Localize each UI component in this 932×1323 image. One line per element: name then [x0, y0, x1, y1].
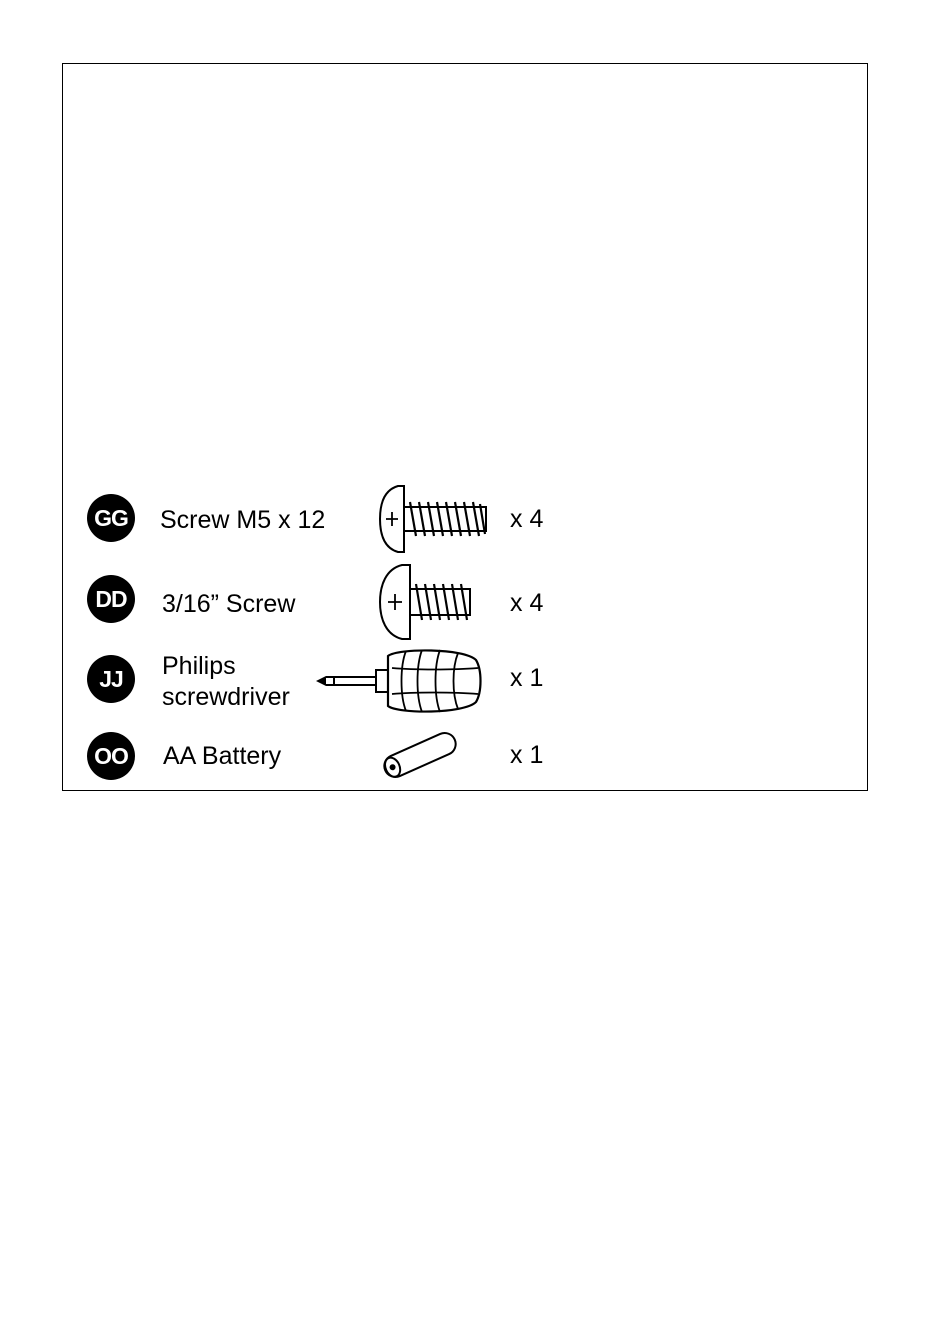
part-code-badge: OO	[87, 732, 135, 780]
part-code-badge: GG	[87, 494, 135, 542]
part-label: screwdriver	[162, 683, 290, 711]
screw-long-icon	[378, 484, 490, 554]
battery-icon	[376, 726, 464, 784]
part-code-badge: JJ	[87, 655, 135, 703]
screwdriver-icon	[314, 646, 482, 716]
part-quantity: x 1	[510, 741, 544, 769]
part-quantity: x 4	[510, 505, 544, 533]
part-label: Screw M5 x 12	[160, 506, 326, 534]
part-quantity: x 1	[510, 664, 544, 692]
part-code-badge: DD	[87, 575, 135, 623]
part-label: 3/16” Screw	[162, 590, 296, 618]
part-quantity: x 4	[510, 589, 544, 617]
part-label: AA Battery	[163, 742, 282, 770]
part-label: Philips	[162, 652, 236, 680]
screw-short-icon	[378, 563, 474, 641]
